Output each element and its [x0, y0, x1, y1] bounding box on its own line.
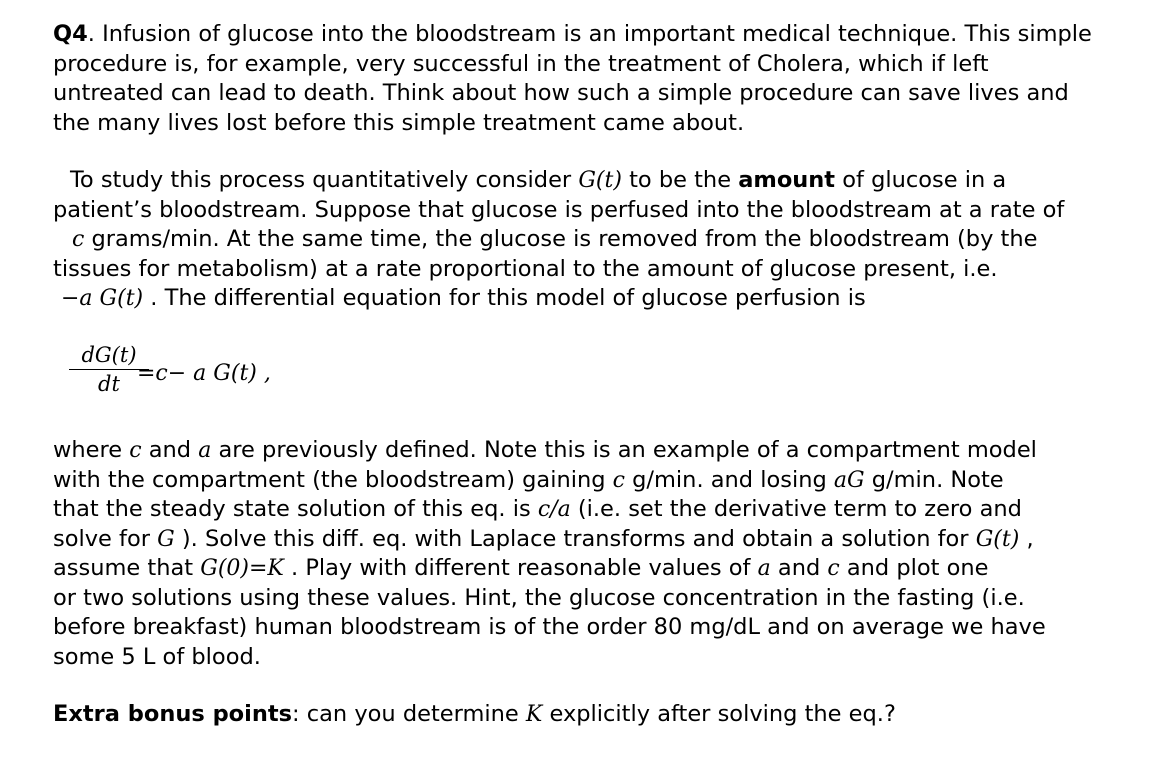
math-minus-aG: −a G(t): [61, 286, 144, 311]
instr-text: that the steady state solution of this eq. is: [53, 496, 538, 522]
math-G-of-t: G(t): [975, 526, 1020, 552]
instr-text: (i.e. set the derivative term to zero and: [570, 496, 1022, 522]
instr-text: g/min. Note: [864, 466, 1004, 493]
math-c: c: [72, 227, 85, 252]
fraction-numerator: dG(t): [81, 343, 137, 367]
model-text: to be the: [621, 167, 739, 193]
model-text: To study this process quantitatively consider: [70, 167, 579, 193]
math-G-of-t: G(t): [578, 168, 622, 193]
instr-text: ,: [1019, 525, 1034, 552]
math-a: a: [757, 556, 771, 581]
model-line-4: tissues for metabolism) at a rate proportional to the amount of glucose present, i.e.: [53, 255, 998, 282]
intro-line-2: procedure is, for example, very successful in the treatment of Cholera, which if left: [53, 50, 989, 77]
intro-line-3: untreated can lead to death. Think about how such a simple procedure can save lives and: [53, 80, 1069, 106]
instr-text: with the compartment (the bloodstream) gaining: [53, 466, 613, 493]
instr-text: ). Solve this diff. eq. with Laplace transforms and obtain a solution for: [174, 525, 976, 552]
instr-text: solve for: [53, 525, 158, 552]
instr-line-4: [53, 525, 1046, 555]
intro-line-1: [53, 20, 1092, 50]
fraction-denominator: dt: [98, 372, 120, 396]
instr-text: g/min. and losing: [625, 466, 834, 493]
bonus-text: explicitly after solving the eq.?: [542, 701, 896, 727]
instr-line-1: [53, 436, 1046, 466]
math-K: K: [525, 702, 543, 727]
instr-line-8: some 5 L of blood.: [53, 643, 261, 670]
math-c: c: [612, 467, 625, 493]
model-line-5: [53, 284, 1064, 314]
bonus-text: : can you determine: [292, 701, 526, 727]
intro-paragraph: [53, 20, 1092, 138]
instr-text: and plot one: [839, 555, 989, 581]
math-a: a: [198, 438, 212, 463]
model-text: . The differential equation for this model of glucose perfusion is: [143, 285, 866, 311]
model-text: grams/min. At the same time, the glucose is removed from the bloodstream (by the: [84, 226, 1038, 252]
bold-amount: amount: [738, 167, 836, 193]
model-paragraph: [53, 166, 1064, 314]
instr-text: where: [53, 437, 130, 463]
instr-line-3: [53, 495, 1046, 525]
bonus-label: Extra bonus points: [53, 701, 293, 727]
instr-text: assume that: [53, 555, 201, 581]
differential-equation: [69, 342, 469, 406]
instructions-paragraph: [53, 436, 1046, 672]
bonus-paragraph: [53, 700, 896, 730]
model-line-3: [53, 225, 1064, 255]
instr-text: and: [141, 437, 199, 463]
instr-text: . Play with different reasonable values of: [283, 555, 758, 581]
math-c-over-a: c/a: [537, 497, 571, 522]
intro-text-1: . Infusion of glucose into the bloodstream is an important medical technique. This simple: [87, 21, 1092, 47]
instr-line-5: [53, 554, 1046, 584]
instr-line-2: [53, 466, 1046, 496]
equation-rhs: =c− a G(t) ,: [137, 361, 271, 386]
question-label: Q4: [53, 21, 88, 47]
math-c: c: [129, 438, 142, 463]
instr-text: are previously defined. Note this is an example of a compartment model: [211, 437, 1037, 463]
math-c: c: [827, 556, 840, 581]
model-line-1: [53, 166, 1064, 196]
intro-line-4: the many lives lost before this simple treatment came about.: [53, 109, 745, 136]
model-text: of glucose in a: [835, 167, 1007, 193]
math-aG: aG: [833, 467, 865, 493]
instr-line-6: or two solutions using these values. Hint, the glucose concentration in the fasting (i.e.: [53, 584, 1025, 611]
instr-line-7: before breakfast) human bloodstream is of the order 80 mg/dL and on average we have: [53, 614, 1046, 640]
model-line-2: patient’s bloodstream. Suppose that glucose is perfused into the bloodstream at a rate of: [53, 196, 1065, 223]
math-initial-condition: G(0)=K: [200, 556, 284, 581]
math-G: G: [157, 526, 175, 552]
bonus-line: [53, 700, 896, 730]
instr-text: and: [770, 555, 828, 581]
